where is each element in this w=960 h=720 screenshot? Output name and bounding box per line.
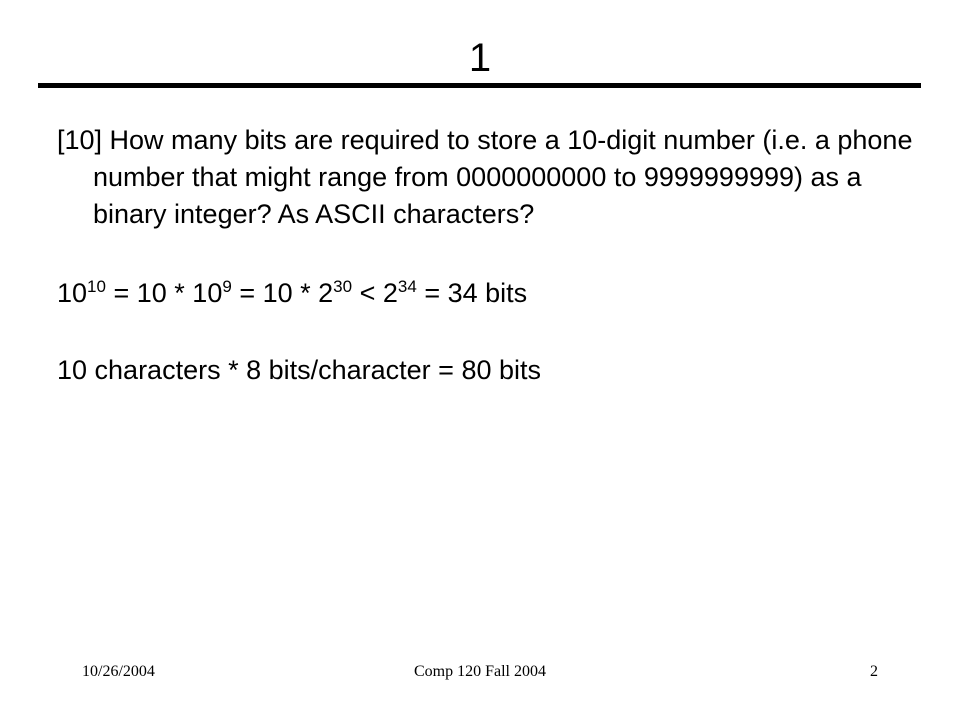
- ascii-answer: 10 characters * 8 bits/character = 80 bits: [57, 355, 541, 385]
- eq-term-2-base: 10: [192, 278, 223, 308]
- eq-result: = 34 bits: [416, 278, 528, 308]
- eq-operator-3: <: [352, 278, 383, 308]
- eq-operator-2: = 10 *: [231, 278, 319, 308]
- eq-term-1-base: 10: [57, 278, 88, 308]
- binary-answer-equation: [57, 275, 917, 312]
- eq-operator-1: = 10 *: [105, 278, 193, 308]
- eq-term-4-exponent: 34: [397, 276, 417, 296]
- footer-date: 10/26/2004: [82, 663, 155, 680]
- eq-term-3-exponent: 30: [333, 276, 353, 296]
- footer-page-number: 2: [870, 663, 878, 680]
- title-divider: [38, 83, 921, 88]
- question-text: [10] How many bits are required to store a 10-digit number (i.e. a phone number that might range from 0000000000 to 9999999999) as a binary integer? As ASCII characters?: [57, 125, 913, 229]
- eq-term-2-exponent: 9: [222, 276, 232, 296]
- eq-term-4-base: 2: [382, 278, 398, 308]
- footer-course: Comp 120 Fall 2004: [413, 663, 546, 680]
- slide-body: [57, 122, 917, 389]
- eq-term-1-exponent: 10: [87, 276, 106, 296]
- slide-title: 1: [468, 36, 492, 80]
- eq-term-3-base: 2: [318, 278, 334, 308]
